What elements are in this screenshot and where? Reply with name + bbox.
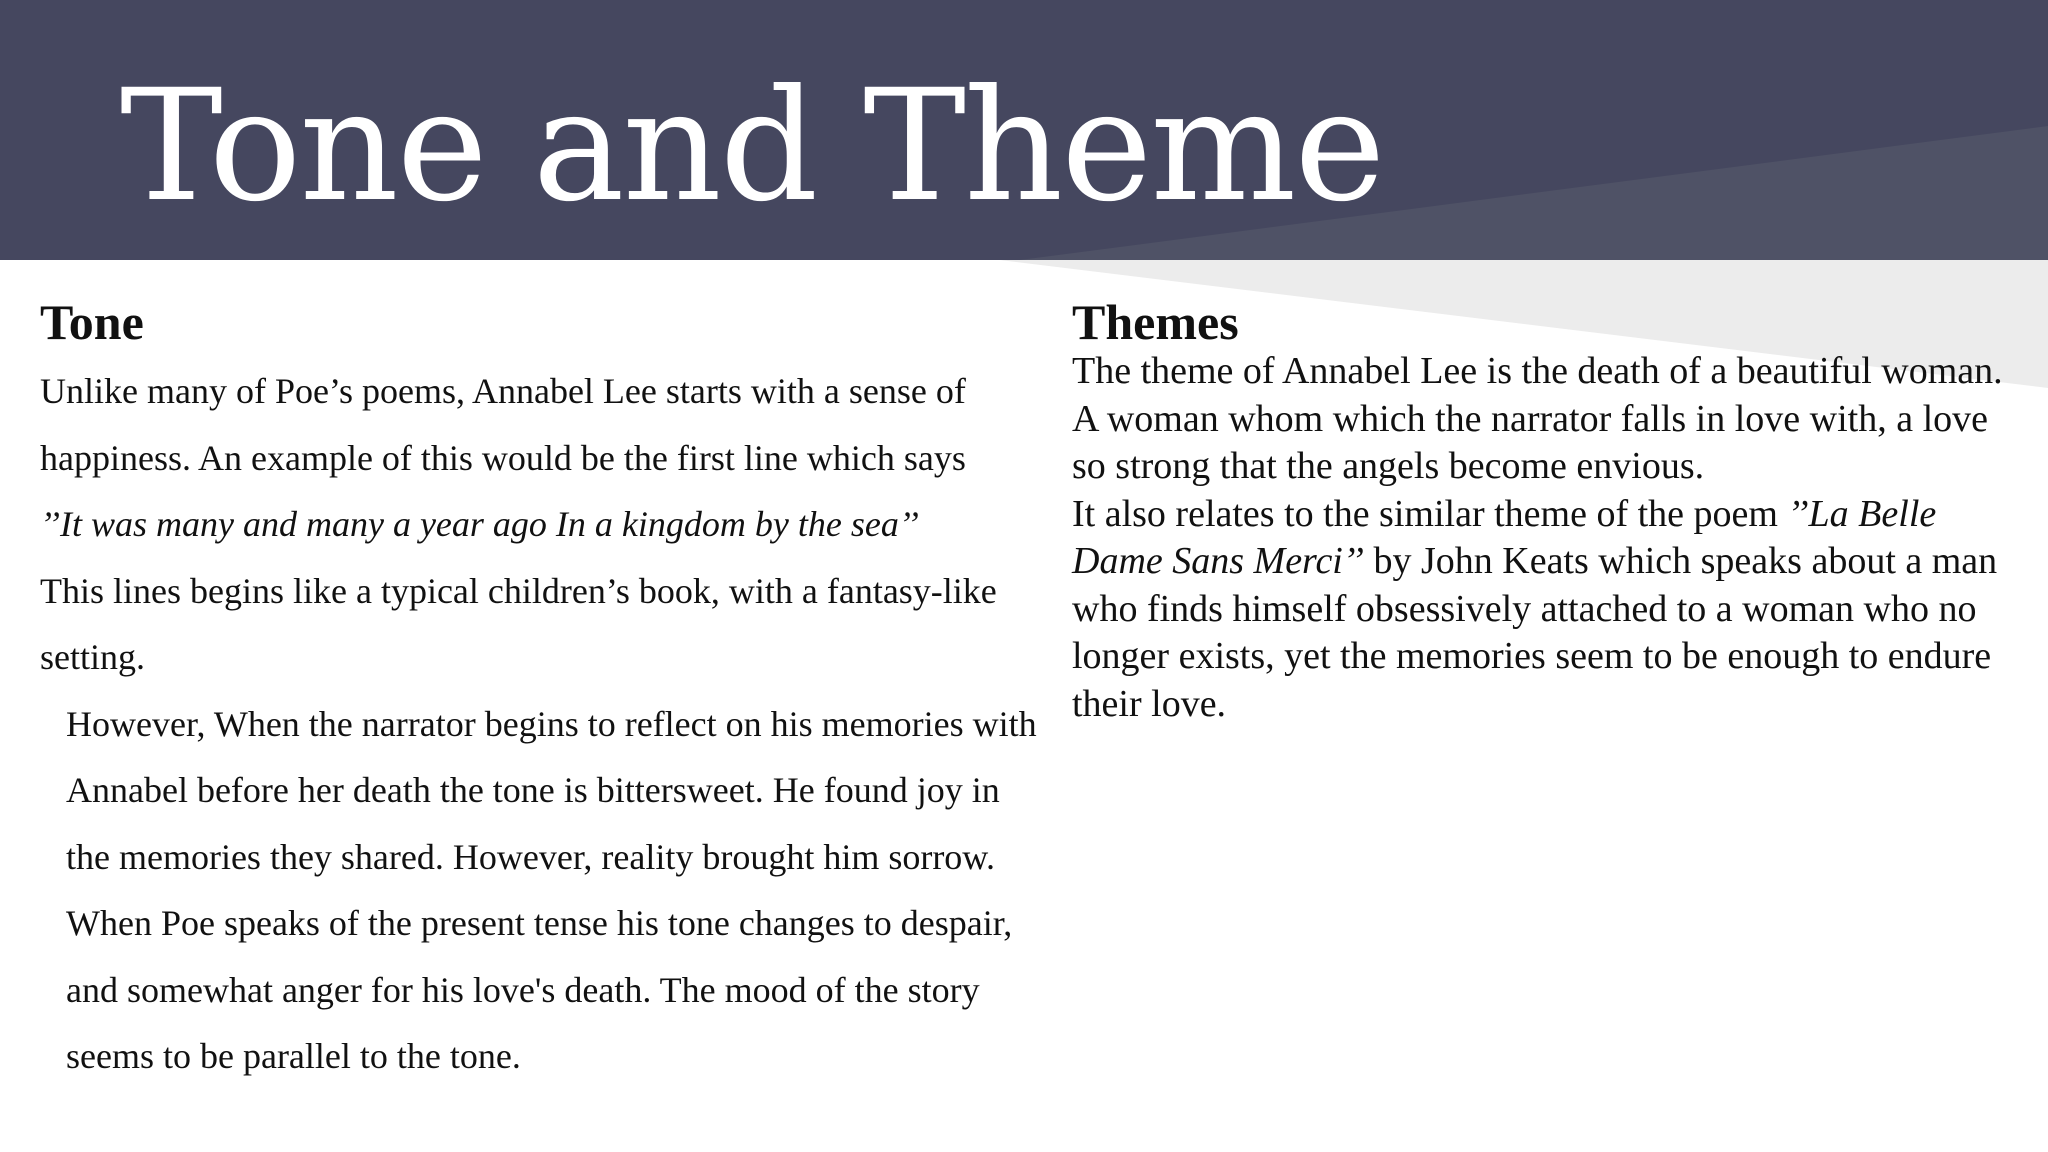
themes-column bbox=[1072, 292, 2012, 728]
tone-text-intro: Unlike many of Poe’s poems, Annabel Lee starts with a sense of happiness. An example of this would be the first line which says bbox=[40, 371, 966, 478]
themes-text-intro: It also relates to the similar theme of the poem bbox=[1072, 492, 1788, 535]
slide-title: Tone and Theme bbox=[120, 57, 1384, 236]
tone-paragraph-1 bbox=[40, 358, 1040, 691]
themes-poem-title: ’’La Belle Dame Sans Merci’’ bbox=[1072, 492, 1937, 582]
themes-paragraph-1: The theme of Annabel Lee is the death of a beautiful woman. A woman whom which the narrator falls in love with, a love so strong that the angels become envious. bbox=[1072, 350, 2003, 487]
tone-column bbox=[40, 292, 1040, 1090]
tone-poem-quote: ’’It was many and many a year ago In a kingdom by the sea’’ bbox=[40, 504, 919, 544]
themes-text-rest: by John Keats which speaks about a man who finds himself obsessively attached to a woman who no longer exists, yet the memories seem to be enough to endure their love. bbox=[1072, 540, 1998, 725]
tone-text-setting: This lines begins like a typical children’s book, with a fantasy-like setting. bbox=[40, 570, 997, 677]
themes-heading: Themes bbox=[1072, 294, 1239, 350]
themes-paragraph-2 bbox=[1072, 491, 2012, 729]
tone-body bbox=[40, 358, 1040, 1090]
themes-body bbox=[1072, 348, 2012, 728]
tone-heading: Tone bbox=[40, 294, 144, 350]
tone-paragraph-2: However, When the narrator begins to reflect on his memories with Annabel before her death the tone is bittersweet. He found joy in the memories they shared. However, reality brought him sorrow. When Poe speaks of the present tense his tone changes to despair, and somewhat anger for his love's death. The mood of the story seems to be parallel to the tone. bbox=[66, 703, 1037, 1076]
